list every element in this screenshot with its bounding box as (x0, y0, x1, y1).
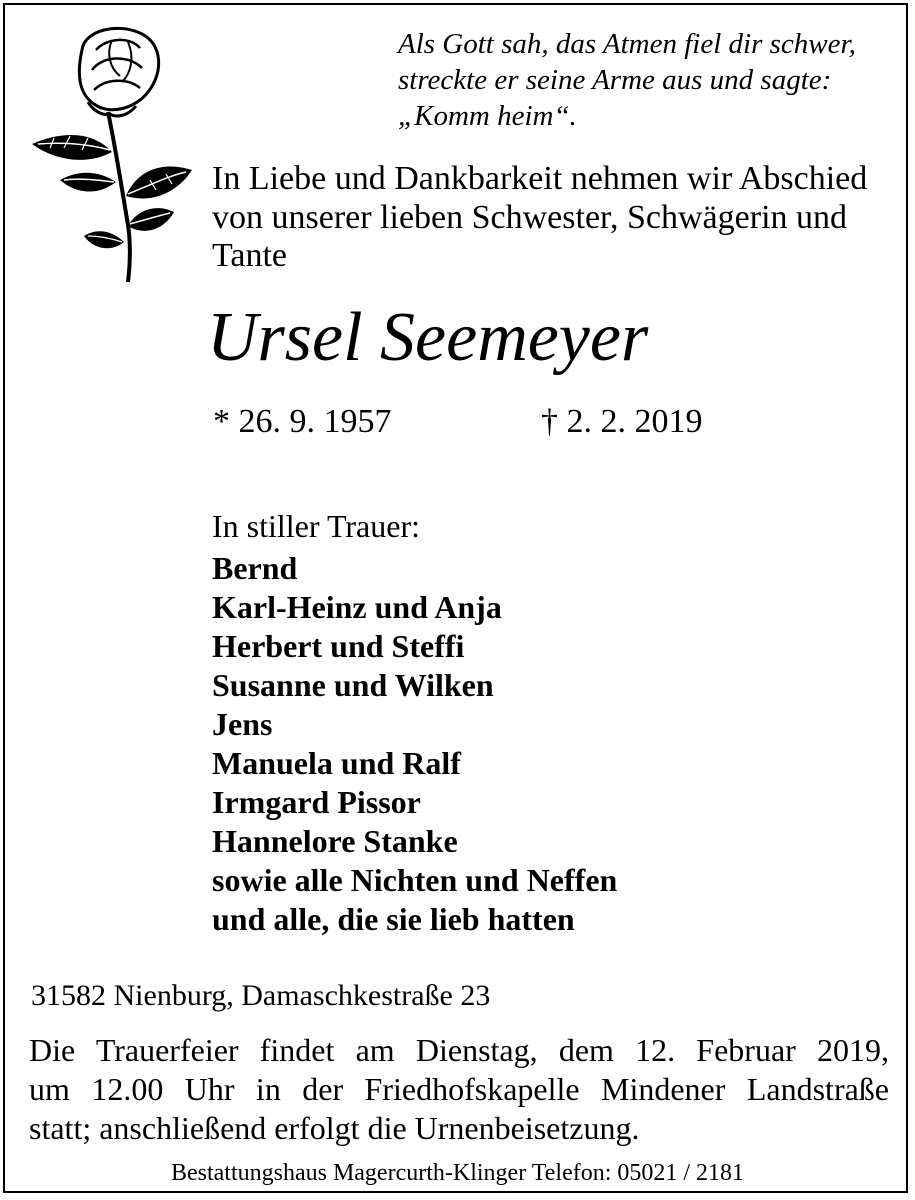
death-date: † 2. 2. 2019 (541, 403, 703, 440)
address: 31582 Nienburg, Damaschkestraße 23 (31, 979, 491, 1012)
service-info (29, 1031, 889, 1148)
service-line: um 12.00 Uhr in der Friedhofskapelle Mindener Landstraße (29, 1071, 889, 1107)
mourner-name: Manuela und Ralf (212, 745, 461, 781)
poem (398, 26, 856, 134)
rose-illustration (24, 20, 194, 285)
mourners-list (212, 549, 617, 939)
intro-text (212, 160, 867, 276)
intro-line: Tante (212, 237, 288, 274)
deceased-name: Ursel Seemeyer (207, 299, 649, 376)
mourner-name: Jens (212, 706, 273, 742)
poem-line: Als Gott sah, das Atmen fiel dir schwer, (398, 28, 856, 60)
mourner-name: sowie alle Nichten und Neffen (212, 862, 618, 898)
mourner-name: Susanne und Wilken (212, 667, 494, 703)
mourner-name: Irmgard Pissor (212, 784, 421, 820)
mourner-name: Bernd (212, 550, 298, 586)
intro-line: von unserer lieben Schwester, Schwägerin und (212, 198, 848, 236)
intro-line: In Liebe und Dankbarkeit nehmen wir Abschied (212, 160, 868, 197)
poem-line: „Komm heim“. (398, 100, 577, 132)
mourners-label: In stiller Trauer: (212, 508, 420, 544)
mourner-name: Karl-Heinz und Anja (212, 589, 502, 625)
birth-date: * 26. 9. 1957 (213, 403, 392, 440)
service-line: statt; anschließend erfolgt die Urnenbeisetzung. (29, 1110, 640, 1146)
funeral-home-footer: Bestattungshaus Magercurth-Klinger Telefon: 05021 / 2181 (170, 1160, 745, 1186)
mourner-name: Hannelore Stanke (212, 823, 458, 859)
mourner-name: und alle, die sie lieb hatten (212, 901, 575, 937)
poem-line: streckte er seine Arme aus und sagte: (398, 64, 832, 96)
mourner-name: Herbert und Steffi (212, 628, 465, 664)
service-line: Die Trauerfeier findet am Dienstag, dem 12. Februar 2019, (29, 1032, 889, 1068)
